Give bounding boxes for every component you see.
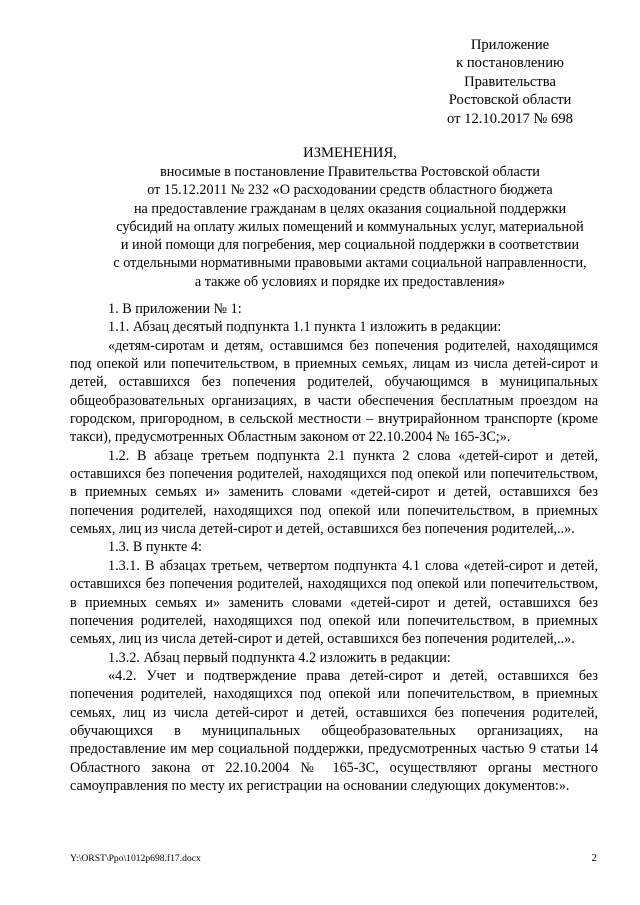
appendix-line: Приложение <box>470 37 550 53</box>
body-paragraph: 1.1. Абзац десятый подпункта 1.1 пункта 1 изложить в редакции: <box>108 319 502 336</box>
subtitle-line: на предоставление гражданам в целях оказания социальной поддержки <box>133 200 567 217</box>
subtitle-line: субсидий на оплату жилых помещений и коммунальных услуг, материальной <box>116 218 584 235</box>
document-subtitle <box>60 163 640 291</box>
body-paragraph: 1.2. В абзаце третьем подпункта 2.1 пункта 2 слова «детей-сирот и детей, оставшихся без попечения родителей, находящихся под опекой или попечительством, в приемных семьях и» заменить словами «детей-сирот и детей, оставшихся без попечения родителей, находящихся под опекой или попечительством, в приемных семьях, лиц из числа детей-сирот и детей, оставшихся без попечения родителей,..». <box>70 447 598 538</box>
subtitle-line: а также об условиях и порядке их предоставления» <box>194 273 506 290</box>
subtitle-line: с отдельными нормативными правовыми актами социальной направленности, <box>113 255 587 272</box>
appendix-header <box>420 36 600 128</box>
footer-file-path: Y:\ORST\Ppo\1012p698.f17.docx <box>70 853 201 864</box>
body-paragraph: 1.3.2. Абзац первый подпункта 4.2 изложить в редакции: <box>108 649 451 666</box>
document-body <box>70 300 598 795</box>
footer-page-number: 2 <box>591 852 597 864</box>
appendix-line: Правительства <box>464 73 556 90</box>
body-paragraph: 1.3.1. В абзацах третьем, четвертом подпункта 4.1 слова «детей-сирот и детей, оставшихся без попечения родителей, находящихся под опекой или попечительством, в приемных семьях и» заменить словами «детей-сирот и детей, оставшихся без попечения родителей, находящихся под опекой или попечительством, в приемных семьях, лиц из числа детей-сирот и детей, оставшихся без попечения родителей,..». <box>70 557 598 648</box>
appendix-line: от 12.10.2017 № 698 <box>447 110 573 127</box>
body-paragraph: 1.3. В пункте 4: <box>108 539 202 556</box>
subtitle-line: вносимые в постановление Правительства Ростовской области <box>160 164 540 180</box>
body-paragraph: 1. В приложении № 1: <box>108 301 242 317</box>
document-title: ИЗМЕНЕНИЯ, <box>303 145 397 161</box>
subtitle-line: от 15.12.2011 № 232 «О расходовании средств областного бюджета <box>147 182 553 199</box>
appendix-line: к постановлению <box>456 55 564 72</box>
body-paragraph: «детям-сиротам и детям, оставшимся без попечения родителей, находящимся под опекой или попечительством, в приемных семьях, лицам из числа детей-сирот и детей, оставшихся без попечения родителей, обучающимся в муниципальных общеобразовательных организациях, в части обеспечения бесплатным проездом на городском, пригородном, в сельской местности – внутрирайонном транспорте (кроме такси), предусмотренных Областным законом от 22.10.2004 № 165-ЗС;». <box>70 337 598 446</box>
subtitle-line: и иной помощи для погребения, мер социальной поддержки в соответствии <box>120 237 580 254</box>
body-paragraph: «4.2. Учет и подтверждение права детей-сирот и детей, оставшихся без попечения родителей, находящихся под опекой или попечительством, в приемных семьях, лиц из числа детей-сирот и детей, оставшихся без попечения родителей, обучающихся в муниципальных общеобразовательных организациях, на предоставление им мер социальной поддержки, предусмотренных частью 9 статьи 14 Областного закона от 22.10.2004 № 165-ЗС, осуществляют органы местного самоуправления по месту их регистрации на основании следующих документов:». <box>70 667 598 794</box>
appendix-line: Ростовской области <box>448 92 572 109</box>
